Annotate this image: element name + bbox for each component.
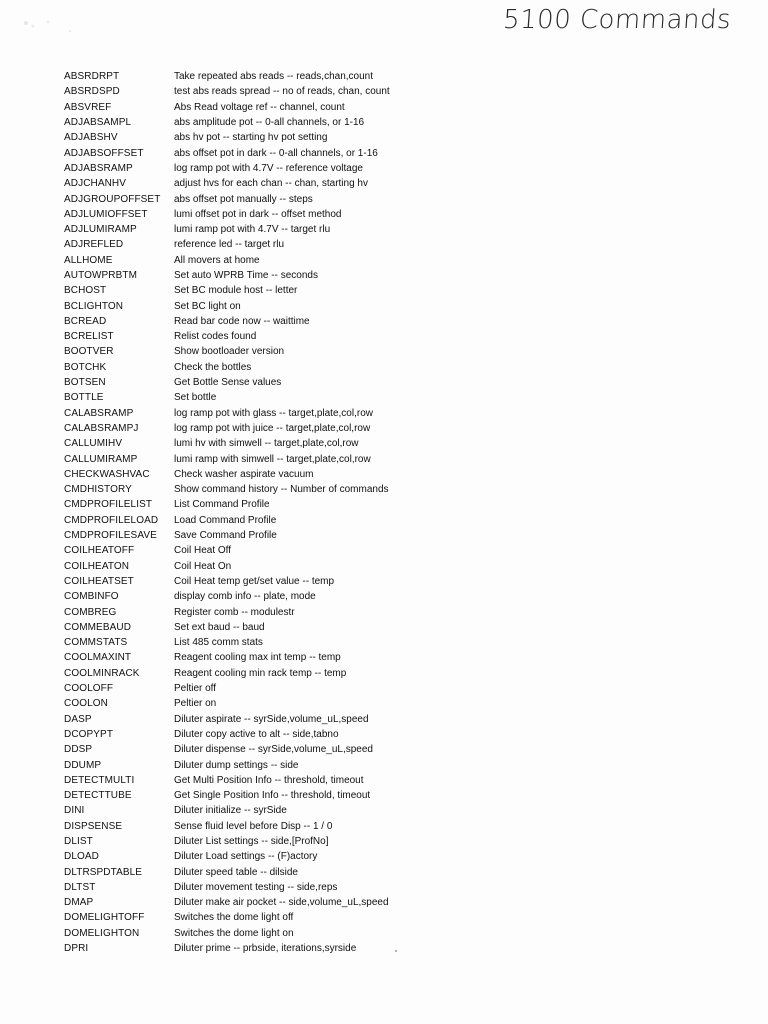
command-row <box>64 864 744 879</box>
command-description: Peltier off <box>174 683 217 695</box>
command-description: test abs reads spread -- no of reads, chan, count <box>174 86 390 98</box>
command-row <box>64 543 744 558</box>
command-description: Diluter speed table -- dilside <box>174 866 298 878</box>
command-name: CALABSRAMPJ <box>64 422 139 434</box>
command-name: DLOAD <box>64 851 99 863</box>
scan-smudge-mark <box>18 14 78 36</box>
command-name: DETECTMULTI <box>64 774 135 786</box>
command-name: ADJGROUPOFFSET <box>64 193 161 205</box>
command-description: Diluter List settings -- side,[ProfNo] <box>174 835 329 847</box>
command-description: Diluter Load settings -- (F)actory <box>174 851 318 863</box>
command-description: Read bar code now -- waittime <box>174 315 310 327</box>
command-name: ADJREFLED <box>64 239 124 251</box>
command-description: Register comb -- modulestr <box>174 606 295 618</box>
command-row <box>64 513 744 528</box>
command-description: List 485 comm stats <box>174 637 263 649</box>
command-name: COOLON <box>64 698 108 710</box>
command-description: Set ext baud -- baud <box>174 621 265 633</box>
command-name: DPRI <box>64 943 89 955</box>
command-row <box>64 819 744 834</box>
command-description: Diluter movement testing -- side,reps <box>174 881 338 893</box>
command-description: abs offset pot manually -- steps <box>174 193 313 205</box>
command-name: COOLOFF <box>64 683 114 695</box>
command-name: BOOTVER <box>64 346 114 358</box>
command-row <box>64 604 744 619</box>
command-row <box>64 130 744 145</box>
command-name: ADJABSHV <box>64 132 118 144</box>
command-row <box>64 681 744 696</box>
command-description: Peltier on <box>174 698 217 710</box>
command-row <box>64 161 744 176</box>
command-description: Show bootloader version <box>174 346 285 358</box>
command-row <box>64 482 744 497</box>
command-name: CALABSRAMP <box>64 407 134 419</box>
command-description: Diluter dispense -- syrSide,volume_uL,speed <box>174 744 373 756</box>
command-name: AUTOWPRBTM <box>64 270 138 281</box>
command-name: ADJCHANHV <box>64 178 127 190</box>
command-name: COILHEATON <box>64 560 130 572</box>
command-row <box>64 390 744 405</box>
command-name: COOLMAXINT <box>64 652 132 664</box>
command-description: log ramp pot with glass -- target,plate,col,row <box>174 407 373 419</box>
command-description: Set BC light on <box>174 300 241 312</box>
command-row <box>64 283 744 298</box>
command-name: DLIST <box>64 835 93 847</box>
command-name: DDUMP <box>64 759 102 771</box>
command-row <box>64 237 744 252</box>
command-description: reference led -- target rlu <box>174 239 285 251</box>
command-name: DISPSENSE <box>64 820 123 832</box>
command-name: CALLUMIHV <box>64 438 123 450</box>
command-name: BCRELIST <box>64 331 114 343</box>
command-name: ADJABSAMPL <box>64 117 132 129</box>
command-row <box>64 650 744 665</box>
command-name: DETECTTUBE <box>64 790 132 802</box>
command-row <box>64 222 744 237</box>
command-name: DLTRSPDTABLE <box>64 866 143 878</box>
command-description: abs hv pot -- starting hv pot setting <box>174 132 328 144</box>
command-description: log ramp pot with 4.7V -- reference voltage <box>174 162 363 174</box>
command-name: DASP <box>64 713 92 725</box>
command-description: Get Single Position Info -- threshold, timeout <box>174 790 371 802</box>
command-row <box>64 451 744 466</box>
command-row <box>64 191 744 206</box>
command-description: log ramp pot with juice -- target,plate,col,row <box>174 422 371 434</box>
command-name: BOTCHK <box>64 361 107 373</box>
command-name: CHECKWASHVAC <box>64 468 150 480</box>
command-name: BOTSEN <box>64 377 106 389</box>
command-name: DLTST <box>64 881 96 893</box>
command-description: Diluter aspirate -- syrSide,volume_uL,speed <box>174 713 369 725</box>
command-name: COMMSTATS <box>64 637 128 649</box>
command-description: Sense fluid level before Disp -- 1 / 0 <box>174 820 333 832</box>
command-row <box>64 559 744 574</box>
command-name: CALLUMIRAMP <box>64 453 138 465</box>
command-row <box>64 895 744 910</box>
command-row <box>64 620 744 635</box>
command-row <box>64 589 744 604</box>
command-row <box>64 84 744 99</box>
command-row <box>64 910 744 925</box>
command-description: display comb info -- plate, mode <box>174 591 316 603</box>
command-description: Load Command Profile <box>174 514 277 526</box>
command-row <box>64 803 744 818</box>
command-row <box>64 528 744 543</box>
command-description: Get Bottle Sense values <box>174 377 282 389</box>
command-description: lumi hv with simwell -- target,plate,col,row <box>174 438 359 450</box>
command-description: Set BC module host -- letter <box>174 285 298 297</box>
command-description: Set bottle <box>174 392 217 404</box>
command-description: lumi offset pot in dark -- offset method <box>174 208 342 220</box>
command-name: DOMELIGHTON <box>64 927 140 939</box>
command-name: ABSRDSPD <box>64 86 120 98</box>
command-name: CMDPROFILESAVE <box>64 530 157 542</box>
command-row <box>64 145 744 160</box>
command-row <box>64 314 744 329</box>
command-row <box>64 329 744 344</box>
command-name: CMDPROFILELOAD <box>64 514 159 526</box>
command-name: ALLHOME <box>64 254 113 266</box>
command-description: Diluter initialize -- syrSide <box>174 805 287 817</box>
command-description: Coil Heat Off <box>174 545 232 557</box>
command-name: BCHOST <box>64 285 107 297</box>
command-name: DCOPYPT <box>64 728 114 740</box>
stray-mark <box>395 950 397 952</box>
command-name: ABSVREF <box>64 101 112 113</box>
command-row <box>64 406 744 421</box>
command-row <box>64 880 744 895</box>
command-name: BCREAD <box>64 315 107 327</box>
command-description: Coil Heat temp get/set value -- temp <box>174 575 335 587</box>
command-name: CMDPROFILELIST <box>64 499 153 511</box>
command-row <box>64 176 744 191</box>
command-name: ADJABSRAMP <box>64 162 133 174</box>
command-name: COMBREG <box>64 606 117 618</box>
command-row <box>64 941 744 956</box>
command-description: lumi ramp with simwell -- target,plate,col,row <box>174 453 371 465</box>
command-name: ADJABSOFFSET <box>64 147 144 159</box>
command-row <box>64 635 744 650</box>
command-row <box>64 375 744 390</box>
command-row <box>64 666 744 681</box>
command-description: Save Command Profile <box>174 530 277 542</box>
command-description: Take repeated abs reads -- reads,chan,count <box>174 71 374 83</box>
command-description: abs offset pot in dark -- 0-all channels, or 1-16 <box>174 147 378 159</box>
command-name: COILHEATOFF <box>64 545 135 557</box>
command-name: ADJLUMIOFFSET <box>64 208 148 220</box>
command-row <box>64 344 744 359</box>
command-row <box>64 742 744 757</box>
command-name: DINI <box>64 805 85 817</box>
command-name: BCLIGHTON <box>64 300 124 312</box>
command-row <box>64 207 744 222</box>
command-description: Diluter make air pocket -- side,volume_uL,speed <box>174 897 389 909</box>
command-row <box>64 115 744 130</box>
command-description: Diluter copy active to alt -- side,tabno <box>174 728 339 740</box>
command-description: Set auto WPRB Time -- seconds <box>174 270 318 281</box>
command-row <box>64 268 744 283</box>
command-description: Diluter prime -- prbside, iterations,syrside <box>174 943 357 955</box>
command-row <box>64 298 744 313</box>
command-row <box>64 773 744 788</box>
command-row <box>64 727 744 742</box>
command-row <box>64 696 744 711</box>
command-name: COOLMINRACK <box>64 667 140 679</box>
command-row <box>64 100 744 115</box>
command-row <box>64 69 744 84</box>
command-row <box>64 788 744 803</box>
command-description: Reagent cooling max int temp -- temp <box>174 652 341 664</box>
command-description: Check washer aspirate vacuum <box>174 468 314 480</box>
command-name: DDSP <box>64 744 93 756</box>
command-name: DOMELIGHTOFF <box>64 912 145 924</box>
command-name: ADJLUMIRAMP <box>64 224 137 236</box>
command-row <box>64 360 744 375</box>
command-description: Abs Read voltage ref -- channel, count <box>174 101 345 113</box>
command-description: lumi ramp pot with 4.7V -- target rlu <box>174 224 331 236</box>
command-row <box>64 497 744 512</box>
command-row <box>64 421 744 436</box>
command-row <box>64 849 744 864</box>
command-name: CMDHISTORY <box>64 484 132 496</box>
page-title: 5100 Commands <box>501 5 733 35</box>
command-row <box>64 467 744 482</box>
command-row <box>64 253 744 268</box>
command-name: COMBINFO <box>64 591 119 603</box>
command-row <box>64 926 744 941</box>
command-description: Check the bottles <box>174 361 252 373</box>
command-row <box>64 574 744 589</box>
command-description: List Command Profile <box>174 499 270 511</box>
command-name: DMAP <box>64 897 94 909</box>
command-description: Relist codes found <box>174 331 257 343</box>
command-description: Coil Heat On <box>174 560 232 572</box>
command-description: adjust hvs for each chan -- chan, starting hv <box>174 178 368 190</box>
command-row <box>64 711 744 726</box>
command-description: Show command history -- Number of commands <box>174 484 389 496</box>
command-description: All movers at home <box>174 254 260 266</box>
command-name: COILHEATSET <box>64 575 134 587</box>
command-description: Switches the dome light on <box>174 927 294 939</box>
command-description: Reagent cooling min rack temp -- temp <box>174 667 347 679</box>
command-description: Get Multi Position Info -- threshold, timeout <box>174 774 364 786</box>
command-name: COMMEBAUD <box>64 621 132 633</box>
command-list <box>64 69 744 956</box>
command-description: Switches the dome light off <box>174 912 294 924</box>
command-description: Diluter dump settings -- side <box>174 759 299 771</box>
command-name: ABSRDRPT <box>64 71 120 83</box>
command-row <box>64 436 744 451</box>
command-description: abs amplitude pot -- 0-all channels, or 1-16 <box>174 117 365 129</box>
command-row <box>64 834 744 849</box>
command-name: BOTTLE <box>64 392 104 404</box>
command-row <box>64 757 744 772</box>
